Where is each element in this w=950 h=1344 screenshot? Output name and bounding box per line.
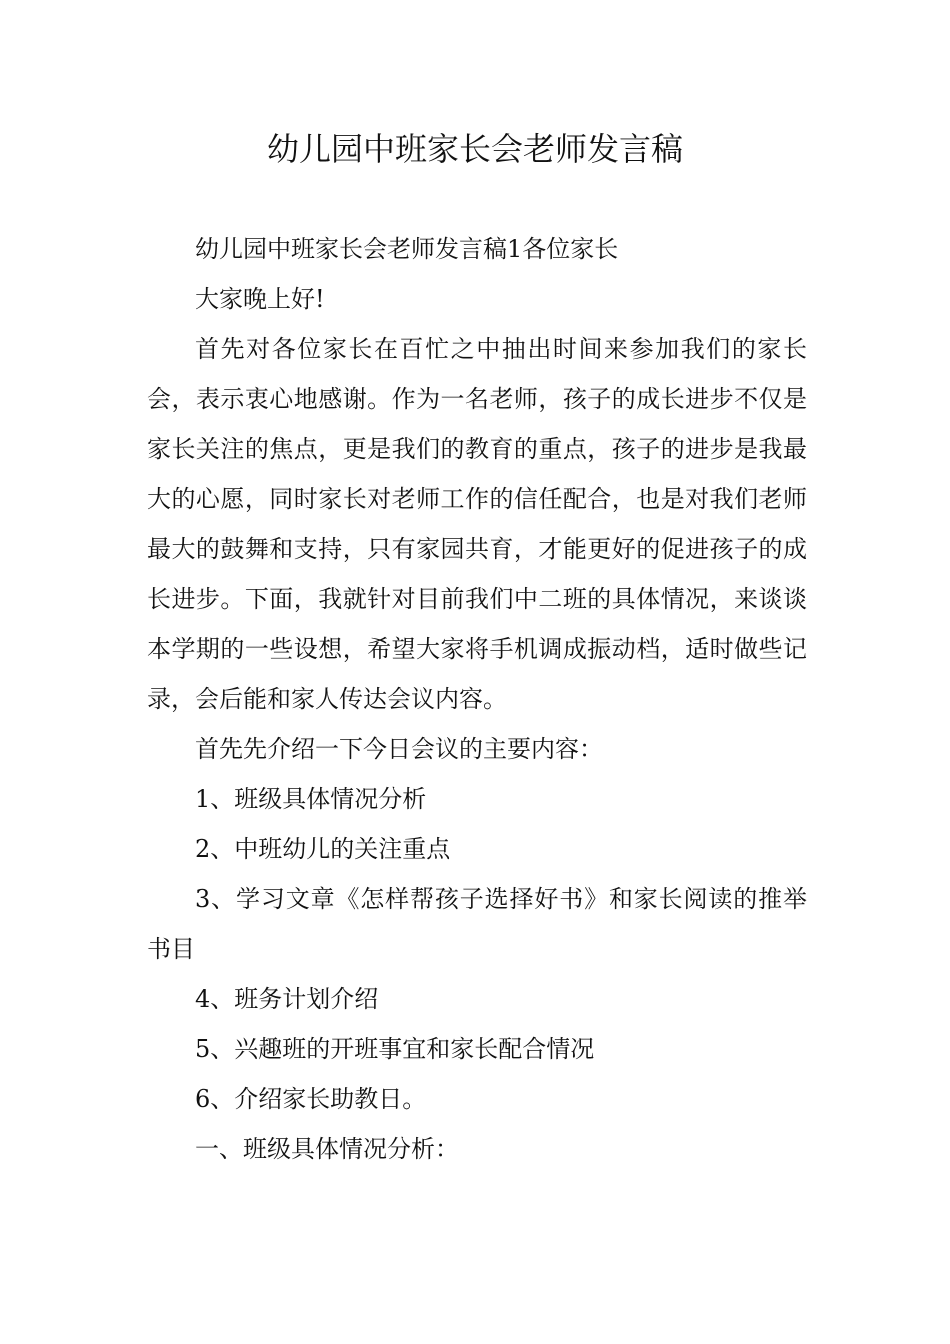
agenda-intro: 首先先介绍一下今日会议的主要内容： xyxy=(195,735,603,763)
agenda-item-3: 3、学习文章《怎样帮孩子选择好书》和家长阅读的推举书目 xyxy=(147,885,807,963)
opening-paragraph: 首先对各位家长在百忙之中抽出时间来参加我们的家长会，表示衷心地感谢。作为一名老师，孩子的成长进步不仅是家长关注的焦点，更是我们的教育的重点，孩子的进步是我最大的心愿，同时家长对老师工作的信任配合，也是对我们老师最大的鼓舞和支持，只有家园共育，才能更好的促进孩子的成长进步。下面，我就针对目前我们中二班的具体情况，来谈谈本学期的一些设想，希望大家将手机调成振动档，适时做些记录，会后能和家人传达会议内容。 xyxy=(147,335,807,713)
agenda-item-1: 1、班级具体情况分析 xyxy=(195,785,427,813)
greeting-line: 大家晚上好! xyxy=(195,285,325,313)
section-heading-1: 一、班级具体情况分析： xyxy=(195,1135,459,1163)
agenda-item-6: 6、介绍家长助教日。 xyxy=(195,1085,427,1113)
agenda-item-2: 2、中班幼儿的关注重点 xyxy=(195,835,451,863)
document-title: 幼儿园中班家长会老师发言稿 xyxy=(266,130,683,168)
greeting-heading: 幼儿园中班家长会老师发言稿1各位家长 xyxy=(195,235,619,263)
agenda-item-4: 4、班务计划介绍 xyxy=(195,985,379,1013)
agenda-item-5: 5、兴趣班的开班事宜和家长配合情况 xyxy=(195,1035,595,1063)
document-body xyxy=(147,224,807,1174)
